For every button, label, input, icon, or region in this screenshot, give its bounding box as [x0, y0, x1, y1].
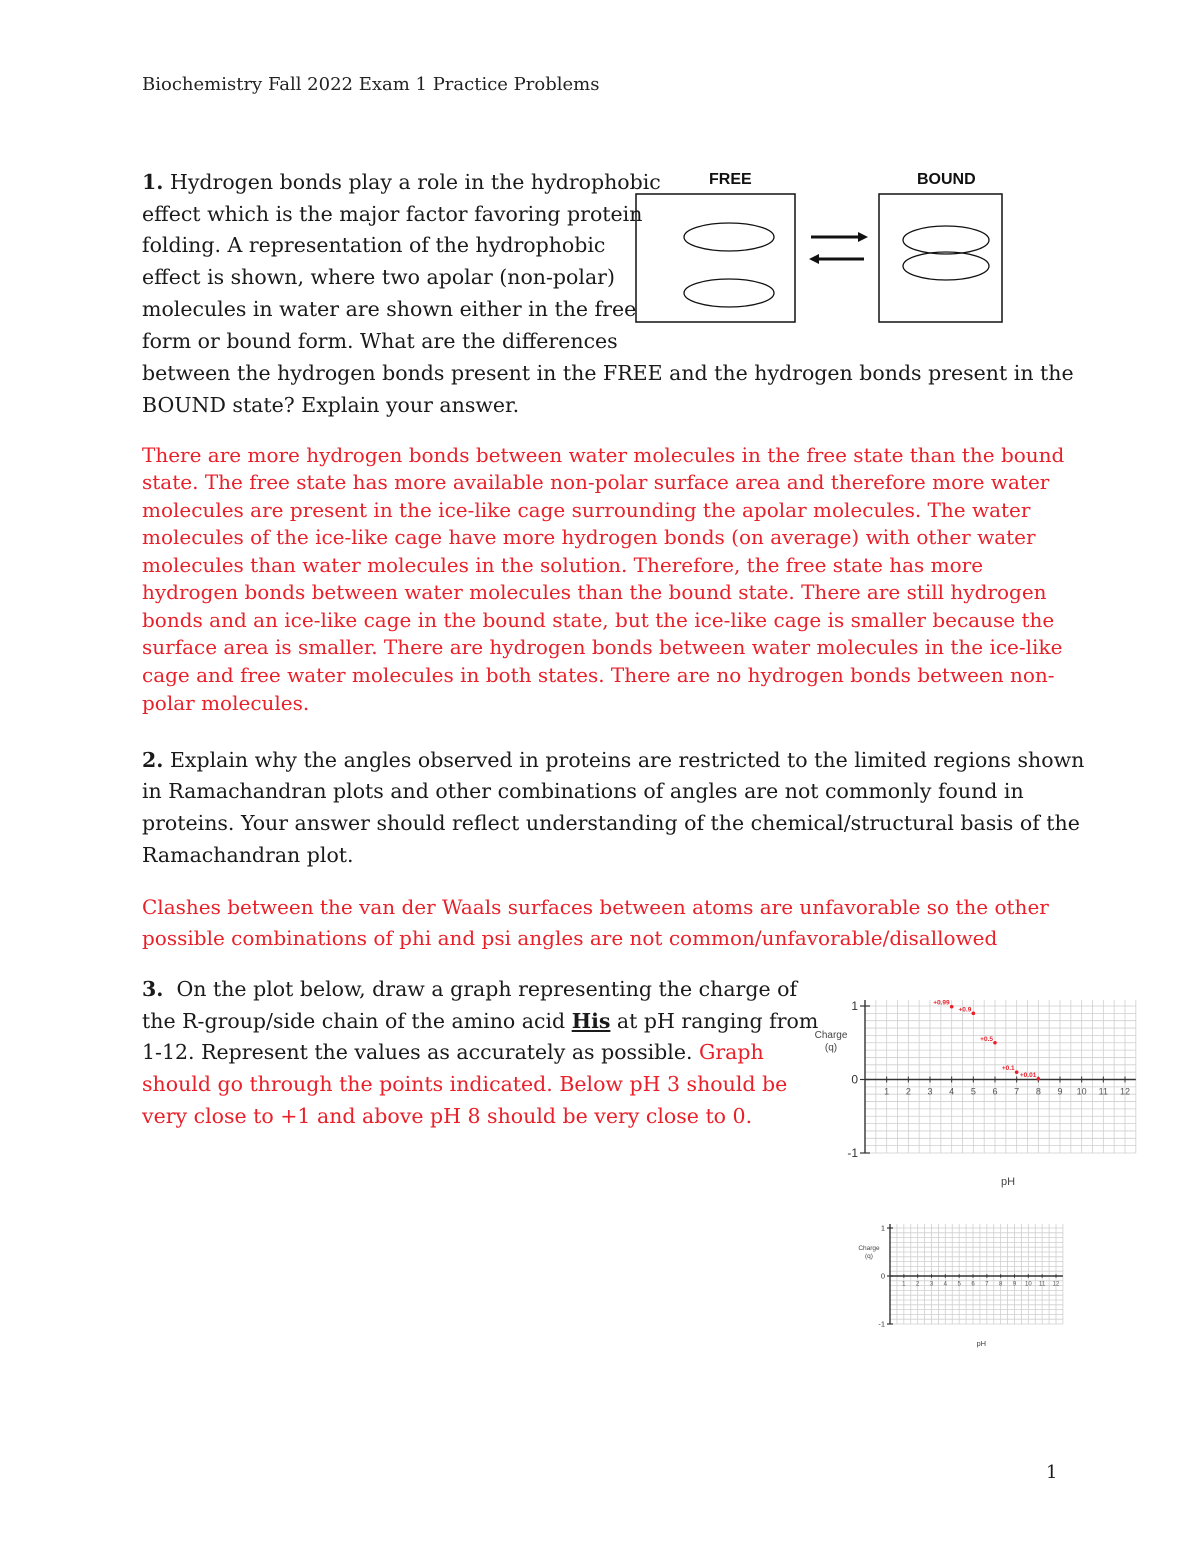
q1-line-3: folding. A representation of the hydrophobic [142, 233, 606, 257]
charge-ph-chart-answer [800, 990, 1140, 1190]
x-tick-label: 1 [902, 1281, 906, 1288]
x-tick-label: 8 [998, 1281, 1003, 1288]
x-axis-label: pH [976, 1339, 987, 1348]
x-tick-label: 2 [905, 1086, 911, 1097]
x-tick-label: 2 [915, 1281, 920, 1288]
bound-molecule-1 [903, 226, 989, 254]
q1-line-5: molecules in water are shown either in the free [142, 297, 637, 321]
q3-amino-acid: His [571, 1009, 611, 1033]
q2-line-4: Ramachandran plot. [142, 843, 354, 867]
x-tick-label: 5 [957, 1281, 961, 1288]
q2-text-1: Explain why the angles observed in proteins are restricted to the limited regions shown [169, 748, 1085, 772]
x-tick-label: 5 [970, 1086, 976, 1097]
data-point-label: +0.1 [1001, 1065, 1015, 1073]
grid-lines [865, 1000, 1136, 1153]
q3-text-3a: 1-12. Represent the values as accurately as possible. [142, 1040, 699, 1064]
q2-line-1 [142, 744, 1084, 776]
q1-answer-line-5: molecules than water molecules in the solution. Therefore, the free state has more [142, 553, 984, 577]
q1-answer-line-8: surface area is smaller. There are hydrogen bonds between water molecules in the ice-like [142, 635, 1063, 659]
q1-answer-line-2: state. The free state has more available non-polar surface area and therefore more water [142, 470, 1050, 494]
x-tick-label: 6 [992, 1086, 998, 1097]
bound-molecule-2 [903, 252, 989, 280]
y-tick-label: 0 [851, 1072, 858, 1087]
y-axis-label: Charge [814, 1030, 848, 1041]
x-tick-label: 1 [884, 1086, 890, 1097]
data-point [972, 1012, 976, 1016]
q3-line-3 [142, 1036, 764, 1068]
q3-text-2b: at pH ranging from [610, 1009, 819, 1033]
x-tick-label: 10 [1076, 1086, 1087, 1097]
data-point-label: +0.99 [933, 999, 950, 1007]
q3-answer-start: Graph [699, 1040, 764, 1064]
x-tick-label: 9 [1057, 1086, 1063, 1097]
q2-number: 2. [142, 748, 164, 772]
page-number: 1 [1046, 1462, 1058, 1483]
data-point [950, 1005, 954, 1009]
x-tick-label: 12 [1052, 1281, 1060, 1288]
data-point-label: +0.5 [980, 1035, 993, 1043]
y-tick-label: -1 [878, 1319, 885, 1329]
y-axis-label: Charge [858, 1245, 880, 1252]
y-tick-label: 1 [880, 1223, 885, 1233]
q3-answer-line-3: very close to +1 and above pH 8 should be very close to 0. [142, 1104, 753, 1128]
x-tick-label: 4 [943, 1281, 948, 1288]
y-tick-label: -1 [847, 1146, 858, 1161]
x-tick-label: 6 [971, 1281, 975, 1288]
x-tick-label: 10 [1024, 1281, 1032, 1288]
y-tick-label: 1 [851, 999, 858, 1014]
free-molecule-1 [684, 223, 774, 251]
x-tick-label: 7 [1014, 1086, 1020, 1097]
q1-answer-line-4: molecules of the ice-like cage have more hydrogen bonds (on average) with other water [142, 525, 1036, 549]
x-tick-label: 7 [985, 1281, 989, 1288]
q1-text-1: Hydrogen bonds play a role in the hydrophobic [169, 170, 661, 194]
q1-answer-line-6: hydrogen bonds between water molecules than the bound state. There are still hydrogen [142, 580, 1047, 604]
y-tick-label: 0 [880, 1271, 885, 1281]
data-point-label: +0.01 [1019, 1071, 1037, 1079]
bound-box [879, 194, 1002, 322]
q2-line-2: in Ramachandran plots and other combinations of angles are not commonly found in [142, 779, 1024, 803]
equilibrium-arrows-icon [809, 232, 868, 264]
page-header: Biochemistry Fall 2022 Exam 1 Practice Problems [142, 74, 600, 95]
y-axis-label-unit: (q) [865, 1253, 873, 1261]
q1-answer-line-7: bonds and an ice-like cage in the bound state, but the ice-like cage is smaller because the [142, 608, 1055, 632]
q1-answer-line-9: cage and free water molecules in both states. There are no hydrogen bonds between non- [142, 663, 1055, 687]
y-axis-label-unit: (q) [824, 1042, 838, 1054]
x-tick-label: 11 [1039, 1281, 1046, 1288]
x-tick-label: 3 [927, 1086, 933, 1097]
q3-number: 3. [142, 977, 164, 1001]
q1-line-1 [142, 166, 661, 198]
hydrophobic-effect-diagram [630, 188, 1010, 328]
q3-text-1: On the plot below, draw a graph representing the charge of [176, 977, 798, 1001]
x-axis-label: pH [1000, 1176, 1016, 1188]
q3-answer-line-2: should go through the points indicated. Below pH 3 should be [142, 1072, 788, 1096]
free-label: FREE [709, 171, 752, 188]
charge-ph-chart-blank [845, 1215, 1070, 1355]
bound-label: BOUND [917, 171, 976, 188]
data-point [1037, 1077, 1041, 1081]
x-tick-label: 9 [1012, 1281, 1017, 1288]
grid-lines [890, 1224, 1063, 1324]
q1-answer-line-10: polar molecules. [142, 691, 310, 715]
q1-line-7: between the hydrogen bonds present in the FREE and the hydrogen bonds present in the [142, 361, 1074, 385]
q1-number: 1. [142, 170, 164, 194]
q3-text-2a: the R-group/side chain of the amino acid [142, 1009, 572, 1033]
q1-line-6: form or bound form. What are the differences [142, 329, 618, 353]
q1-line-8: BOUND state? Explain your answer. [142, 393, 520, 417]
data-point [993, 1041, 997, 1045]
x-tick-label: 12 [1119, 1086, 1131, 1097]
data-point [1015, 1070, 1019, 1074]
x-tick-label: 8 [1035, 1086, 1041, 1097]
x-tick-label: 4 [949, 1086, 955, 1097]
q3-line-1 [142, 973, 797, 1005]
q2-answer-line-1: Clashes between the van der Waals surfaces between atoms are unfavorable so the other [142, 895, 1049, 919]
x-tick-label: 11 [1098, 1086, 1109, 1097]
free-box [636, 194, 795, 322]
q1-line-4: effect is shown, where two apolar (non-polar) [142, 265, 615, 289]
q1-answer-line-1: There are more hydrogen bonds between water molecules in the free state than the bound [142, 443, 1065, 467]
q1-line-2: effect which is the major factor favoring protein [142, 202, 643, 226]
free-molecule-2 [684, 279, 774, 307]
q2-answer-line-2: possible combinations of phi and psi angles are not common/unfavorable/disallowed [142, 926, 998, 950]
q3-line-2 [142, 1005, 818, 1037]
q2-line-3: proteins. Your answer should reflect understanding of the chemical/structural basis of the [142, 811, 1080, 835]
data-point-label: +0.9 [958, 1006, 972, 1014]
x-tick-label: 3 [929, 1281, 934, 1288]
q1-answer-line-3: molecules are present in the ice-like cage surrounding the apolar molecules. The water [142, 498, 1031, 522]
